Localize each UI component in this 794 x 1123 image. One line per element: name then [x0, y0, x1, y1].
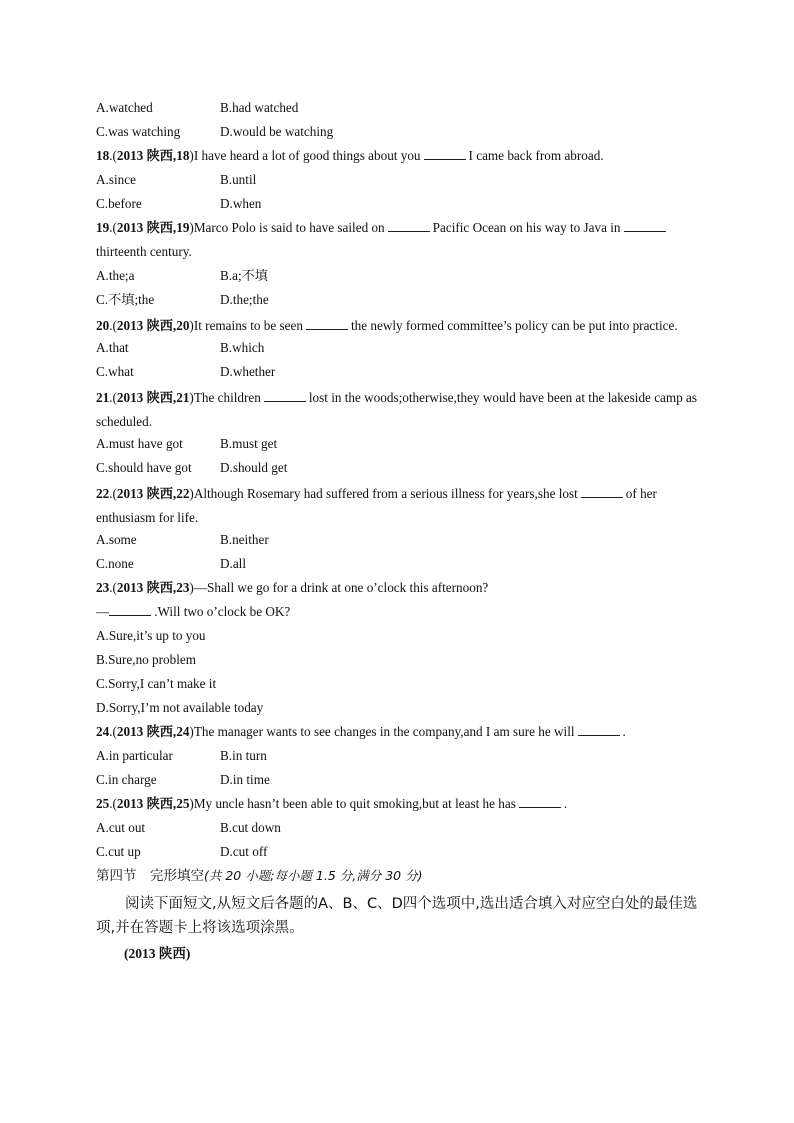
- option-d: D.would be watching: [220, 124, 334, 139]
- q21-options-row-1: [96, 434, 700, 458]
- option-d: D.should get: [220, 460, 288, 475]
- question-22: 22.(2013 陕西,22)Although Rosemary had suffered from a serious illness for years,she lost of her enthusiasm for life.: [96, 486, 657, 525]
- q20-options-row-1: [96, 338, 700, 362]
- question-text: The children: [193, 390, 261, 405]
- option-b: B.in turn: [220, 748, 267, 763]
- option-b: B.which: [220, 340, 265, 355]
- option-d: D.cut off: [220, 844, 268, 859]
- option-b: B.had watched: [220, 100, 299, 115]
- question-source: 2013 陕西,: [116, 724, 177, 739]
- q19-options-row-2: [96, 290, 700, 314]
- q17-options-row-1: [96, 98, 700, 122]
- question-number: 22: [96, 486, 110, 501]
- option-a: A.some: [96, 532, 137, 547]
- option-b: B.Sure,no problem: [96, 652, 196, 667]
- q25-options-row-1: [96, 818, 700, 842]
- section-scoring-note: (共 20 小题;每小题 1.5 分,满分 30 分): [204, 868, 423, 883]
- question-25: 25.(2013 陕西,25)My uncle hasn’t been able to quit smoking,but at least he has .: [96, 796, 568, 811]
- q18-options-row-2: [96, 194, 700, 218]
- option-c: C.不填;the: [96, 292, 155, 307]
- option-d: D.in time: [220, 772, 270, 787]
- question-number: 18: [96, 148, 110, 163]
- option-c: C.before: [96, 196, 142, 211]
- question-source: 2013 陕西,: [116, 318, 177, 333]
- option-a: A.since: [96, 172, 136, 187]
- question-source: 2013 陕西,: [116, 148, 177, 163]
- option-c: C.Sorry,I can’t make it: [96, 676, 217, 691]
- option-d: D.Sorry,I’m not available today: [96, 700, 264, 715]
- question-text: I have heard a lot of good things about you: [193, 148, 421, 163]
- option-a: A.Sure,it’s up to you: [96, 628, 206, 643]
- answer-blank: [519, 795, 561, 808]
- answer-blank: [581, 485, 623, 498]
- option-a: A.must have got: [96, 436, 183, 451]
- answer-blank: [264, 389, 306, 402]
- question-source: 2013 陕西,: [116, 580, 177, 595]
- q22-options-row-1: [96, 530, 700, 554]
- passage-source: (2013 陕西): [124, 946, 191, 961]
- answer-blank: [624, 219, 666, 232]
- question-source: 2013 陕西,: [116, 390, 177, 405]
- question-text: Marco Polo is said to have sailed on: [193, 220, 385, 235]
- question-19: 19.(2013 陕西,19)Marco Polo is said to have sailed on Pacific Ocean on his way to Java in: [96, 218, 700, 242]
- question-23-reply: — .Will two o’clock be OK?: [96, 604, 291, 619]
- option-d: D.when: [220, 196, 262, 211]
- question-number: 20: [96, 318, 110, 333]
- question-text: Although Rosemary had suffered from a serious illness for years,she lost: [193, 486, 578, 501]
- question-number: 21: [96, 390, 110, 405]
- option-b: B.neither: [220, 532, 269, 547]
- question-number: 19: [96, 220, 110, 235]
- q19-options-row-1: [96, 266, 700, 290]
- question-number: 24: [96, 724, 110, 739]
- option-a: A.the;a: [96, 268, 135, 283]
- answer-blank: [424, 147, 466, 160]
- option-b: B.must get: [220, 436, 278, 451]
- option-c: C.cut up: [96, 844, 141, 859]
- option-b: B.a;不填: [220, 268, 268, 283]
- q22-options-row-2: [96, 554, 700, 578]
- q17-options-row-2: [96, 122, 700, 146]
- question-text: —Shall we go for a drink at one o’clock this afternoon?: [193, 580, 489, 595]
- question-24: 24.(2013 陕西,24)The manager wants to see changes in the company,and I am sure he will .: [96, 724, 626, 739]
- q23-option-a: [96, 626, 700, 650]
- question-source: 2013 陕西,: [116, 220, 177, 235]
- exam-page: [96, 98, 700, 964]
- option-a: A.watched: [96, 100, 153, 115]
- option-d: D.the;the: [220, 292, 269, 307]
- question-21: 21.(2013 陕西,21)The children lost in the woods;otherwise,they would have been at the lakeside camp as scheduled.: [96, 390, 698, 429]
- section-instructions: 阅读下面短文,从短文后各题的A、B、C、D四个选项中,选出适合填入对应空白处的最佳选项,并在答题卡上将该选项涂黑。: [96, 896, 698, 936]
- question-text: It remains to be seen: [193, 318, 303, 333]
- option-c: C.none: [96, 556, 134, 571]
- question-text: My uncle hasn’t been able to quit smoking,but at least he has: [193, 796, 516, 811]
- question-23: 23.(2013 陕西,23)—Shall we go for a drink at one o’clock this afternoon?: [96, 580, 489, 595]
- q21-options-row-2: [96, 458, 700, 482]
- q25-options-row-2: [96, 842, 700, 866]
- option-a: A.cut out: [96, 820, 146, 835]
- option-c: C.what: [96, 364, 134, 379]
- option-c: C.was watching: [96, 124, 181, 139]
- option-c: C.in charge: [96, 772, 157, 787]
- question-19-cont: thirteenth century.: [96, 244, 192, 259]
- question-source: 2013 陕西,: [116, 486, 177, 501]
- answer-blank: [578, 723, 620, 736]
- option-b: B.until: [220, 172, 257, 187]
- q24-options-row-1: [96, 746, 700, 770]
- question-number: 23: [96, 580, 110, 595]
- question-source: 2013 陕西,: [116, 796, 177, 811]
- section-title: 第四节 完形填空: [96, 868, 204, 883]
- question-20: 20.(2013 陕西,20)It remains to be seen the newly formed committee’s policy can be put into practice.: [96, 318, 678, 333]
- section-heading: [96, 866, 700, 890]
- q23-option-b: [96, 650, 700, 674]
- question-text: The manager wants to see changes in the company,and I am sure he will: [193, 724, 575, 739]
- q23-option-c: [96, 674, 700, 698]
- option-b: B.cut down: [220, 820, 281, 835]
- q18-options-row-1: [96, 170, 700, 194]
- q24-options-row-2: [96, 770, 700, 794]
- option-a: A.in particular: [96, 748, 173, 763]
- option-d: D.all: [220, 556, 247, 571]
- answer-blank: [388, 219, 430, 232]
- question-18: 18.(2013 陕西,18)I have heard a lot of good things about you I came back from abroad.: [96, 148, 604, 163]
- answer-blank: [109, 603, 151, 616]
- option-d: D.whether: [220, 364, 276, 379]
- answer-blank: [306, 317, 348, 330]
- q23-option-d: [96, 698, 700, 722]
- question-number: 25: [96, 796, 110, 811]
- option-c: C.should have got: [96, 460, 192, 475]
- q20-options-row-2: [96, 362, 700, 386]
- option-a: A.that: [96, 340, 129, 355]
